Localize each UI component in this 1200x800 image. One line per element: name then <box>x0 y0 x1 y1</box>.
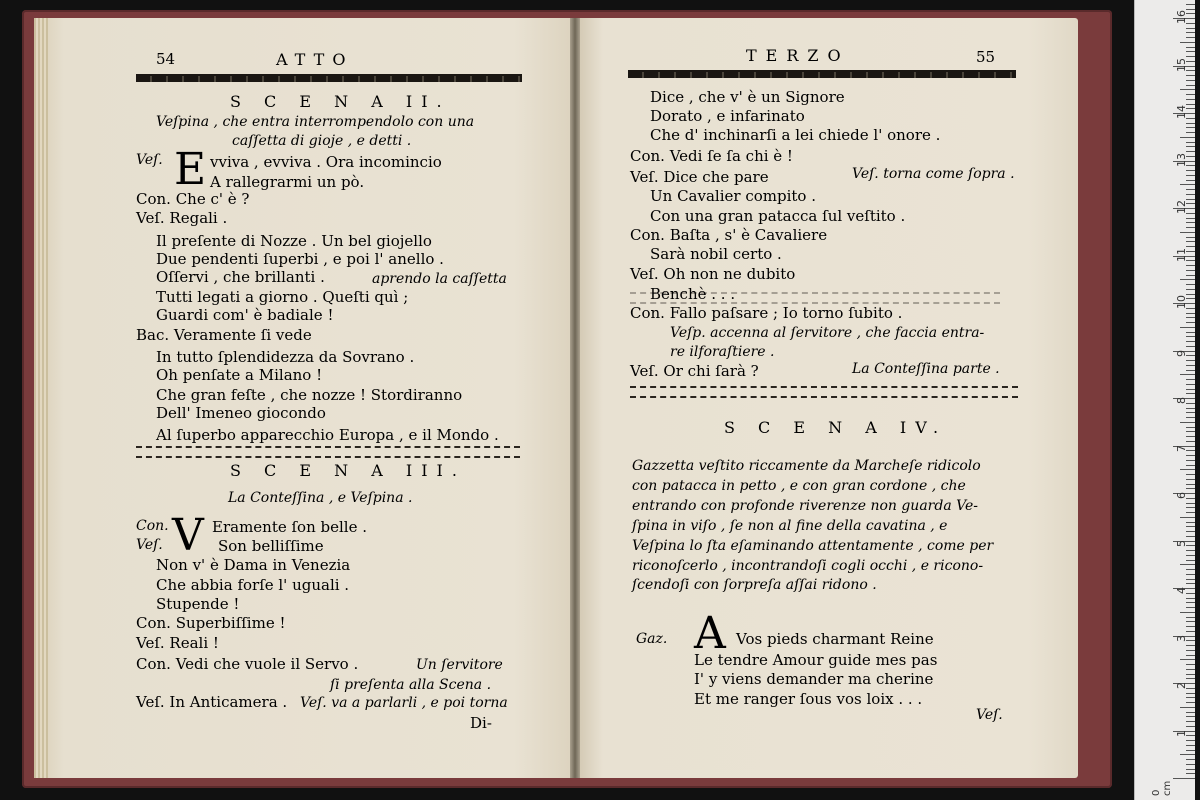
text-line: I' y viens demander ma cherine <box>694 670 934 688</box>
ruler-tick <box>1180 327 1195 328</box>
text-line: Le tendre Amour guide mes pas <box>694 651 938 669</box>
text-line: Eramente ſon belle . <box>212 518 367 536</box>
ruler-tick <box>1180 469 1195 470</box>
text-line: Che abbia forſe l' uguali . <box>156 576 350 594</box>
text-line: Con una gran patacca ſul veſtito . <box>650 207 906 225</box>
ruler-tick <box>1186 170 1195 171</box>
text-line: Il preſente di Nozze . Un bel giojello <box>156 232 432 250</box>
ruler-tick <box>1186 773 1195 774</box>
ruler-tick <box>1186 721 1195 722</box>
ruler-tick <box>1186 716 1195 717</box>
text-line: ſi preſenta alla Scena . <box>330 677 492 693</box>
ruler-tick <box>1186 740 1195 741</box>
ruler-tick <box>1186 617 1195 618</box>
ruler-tick <box>1186 669 1195 670</box>
ruler-tick <box>1186 484 1195 485</box>
ruler-tick <box>1186 56 1195 57</box>
text-line: Con. Baſta , s' è Cavaliere <box>630 226 828 244</box>
ruler-number: 9 <box>1175 349 1188 357</box>
text-line: Vos pieds charmant Reine <box>736 630 934 648</box>
text-line: caſſetta di gioje , e detti . <box>232 133 412 149</box>
ruler-unit-label: 0 cm <box>1151 780 1173 796</box>
ruler-tick <box>1186 28 1195 29</box>
ruler-tick <box>1186 284 1195 285</box>
ruler-tick <box>1186 393 1195 394</box>
ruler-tick <box>1180 754 1195 755</box>
text-line: Con. Vedi che vuole il Servo . <box>136 655 359 673</box>
ruler-tick <box>1186 270 1195 271</box>
ruler-tick <box>1186 94 1195 95</box>
ruler-number: 12 <box>1175 200 1188 214</box>
text-line: Che gran feſte , che nozze ! Stordiranno <box>156 386 463 404</box>
ruler-tick <box>1186 417 1195 418</box>
text-line: Son belliſſime <box>218 537 324 555</box>
text-line: Tutti legati a giorno . Queſti quì ; <box>156 288 409 306</box>
ruler-number: 6 <box>1175 492 1188 499</box>
text-line: Dice , che v' è un Signore <box>650 88 845 106</box>
ruler-tick <box>1186 598 1195 599</box>
ruler-tick <box>1180 564 1195 565</box>
ruler-tick <box>1186 313 1195 314</box>
ruler-tick <box>1186 745 1195 746</box>
text-line: La Conteſſina , e Veſpina . <box>228 490 413 506</box>
text-line: Con. Fallo paſsare ; Io torno ſubito . <box>630 304 903 322</box>
ruler-tick <box>1186 574 1195 575</box>
ruler-tick <box>1186 645 1195 646</box>
ruler-tick <box>1186 37 1195 38</box>
text-line: A rallegrarmi un pò. <box>210 173 365 191</box>
ruler-tick <box>1186 132 1195 133</box>
ruler-tick <box>1186 526 1195 527</box>
ruler-tick <box>1186 750 1195 751</box>
ruler-tick <box>1180 89 1195 90</box>
text-line: Veſ. <box>136 152 163 168</box>
ruler-tick <box>1186 674 1195 675</box>
ruler-tick <box>1186 365 1195 366</box>
text-line: La Conteſſina parte . <box>852 361 1000 377</box>
text-line: ſpina in viſo , ſe non al fine della cavatina , e <box>632 518 948 534</box>
text-line: Veſ. <box>976 707 1003 723</box>
text-line: vviva , evviva . Ora incomincio <box>210 153 442 171</box>
ruler-tick <box>1186 507 1195 508</box>
book-gutter <box>570 18 580 778</box>
ruler-number: 8 <box>1175 397 1188 404</box>
text-line: ſcendoſi con ſorpreſa aſſai ridono . <box>632 577 877 593</box>
ruler-tick <box>1186 427 1195 428</box>
ruler-tick <box>1186 80 1195 81</box>
ruler-tick <box>1186 488 1195 489</box>
text-line: In tutto ſplendidezza da Sovrano . <box>156 348 415 366</box>
ruler-tick <box>1186 346 1195 347</box>
text-line: Con. Vedi ſe ſa chi è ! <box>630 147 793 165</box>
ruler-tick <box>1186 536 1195 537</box>
ruler-tick <box>1186 555 1195 556</box>
ruler-number: 2 <box>1175 682 1188 689</box>
ruler-tick <box>1186 479 1195 480</box>
ruler-tick <box>1186 384 1195 385</box>
ruler-tick <box>1186 99 1195 100</box>
ruler-tick <box>1186 560 1195 561</box>
ruler-tick <box>1186 474 1195 475</box>
ruler-tick <box>1186 583 1195 584</box>
ruler-tick <box>1186 75 1195 76</box>
ruler-number: 5 <box>1175 539 1188 547</box>
measuring-ruler <box>1134 0 1195 800</box>
text-line: Et me ranger ſous vos loix . . . <box>694 690 923 708</box>
ruler-tick <box>1186 455 1195 456</box>
text-line: Veſ. va a parlarli , e poi torna <box>300 695 508 711</box>
text-line: Veſ. Regali . <box>136 209 228 227</box>
text-line: Di- <box>470 714 492 732</box>
ruler-number: 3 <box>1175 634 1188 642</box>
ruler-tick <box>1186 431 1195 432</box>
text-line: S C E N A IV. <box>724 418 948 437</box>
ruler-tick <box>1186 550 1195 551</box>
ruler-tick <box>1186 569 1195 570</box>
ruler-tick <box>1180 707 1195 708</box>
text-line: Veſpina lo ſta eſaminando attentamente , come per <box>632 538 994 554</box>
ruler-tick <box>1186 693 1195 694</box>
ornament-divider <box>136 446 520 458</box>
ruler-tick <box>1186 678 1195 679</box>
text-line: Veſ. torna come ſopra . <box>852 166 1015 182</box>
ruler-number: 13 <box>1175 152 1188 167</box>
ruler-tick <box>1186 146 1195 147</box>
ruler-tick <box>1186 175 1195 176</box>
ruler-tick <box>1186 237 1195 238</box>
ruler-tick <box>1180 659 1195 660</box>
ruler-number: 4 <box>1175 587 1188 594</box>
text-line: Veſ. <box>136 537 163 553</box>
ruler-tick <box>1186 51 1195 52</box>
ruler-tick <box>1186 218 1195 219</box>
ruler-tick <box>1180 517 1195 518</box>
text-line: Veſpina , che entra interrompendolo con una <box>156 114 475 130</box>
ruler-number: 11 <box>1175 247 1188 262</box>
ruler-tick <box>1186 759 1195 760</box>
text-line: Sarà nobil certo . <box>650 245 782 263</box>
text-line: Un Cavalier compito . <box>650 187 816 205</box>
ruler-tick <box>1186 47 1195 48</box>
text-line: Gazzetta veſtito riccamente da Marcheſe ridicolo <box>632 458 981 474</box>
ruler-tick <box>1180 279 1195 280</box>
right-page-number: 55 <box>976 48 996 66</box>
left-running-head: ATTO <box>276 50 354 69</box>
text-line: Veſ. Oh non ne dubito <box>630 265 796 283</box>
ruler-tick <box>1186 85 1195 86</box>
text-line: Che d' inchinarſi a lei chiede l' onore . <box>650 126 941 144</box>
drop-cap: E <box>174 144 207 195</box>
text-line: con patacca in petto , e con gran cordone , che <box>632 478 966 494</box>
ruler-tick <box>1186 127 1195 128</box>
text-line: Gaz. <box>636 631 668 647</box>
ruler-number: 15 <box>1175 57 1188 72</box>
ruler-tick <box>1186 370 1195 371</box>
ruler-tick <box>1186 631 1195 632</box>
ruler-tick <box>1186 180 1195 181</box>
ruler-tick <box>1186 579 1195 580</box>
ruler-tick <box>1186 412 1195 413</box>
text-line: Guardi com' è badiale ! <box>156 306 334 324</box>
ruler-number: 1 <box>1175 729 1188 737</box>
ruler-tick <box>1186 189 1195 190</box>
ruler-tick <box>1186 336 1195 337</box>
text-line: Benchè . . . <box>650 285 736 303</box>
text-line: Veſ. Reali ! <box>136 634 219 652</box>
ruler-tick <box>1186 123 1195 124</box>
text-line: Con. Che c' è ? <box>136 190 250 208</box>
text-line: Due pendenti ſuperbi , e poi l' anello . <box>156 250 444 268</box>
text-line: Veſp. accenna al ſervitore , che faccia entra- <box>670 325 985 341</box>
text-line: entrando con profonde riverenze non guarda Ve- <box>632 498 978 514</box>
ruler-tick <box>1186 503 1195 504</box>
ruler-number: 16 <box>1175 10 1188 24</box>
left-head-rule <box>136 74 522 82</box>
ruler-tick <box>1180 42 1195 43</box>
ruler-tick <box>1186 317 1195 318</box>
ruler-number: 14 <box>1175 105 1188 119</box>
ruler-tick <box>1186 246 1195 247</box>
text-line: Un ſervitore <box>416 657 503 673</box>
ruler-tick <box>1186 332 1195 333</box>
text-line: re ilforaſtiere . <box>670 344 775 360</box>
ruler-tick <box>1186 436 1195 437</box>
ruler-tick <box>1186 465 1195 466</box>
ruler-tick <box>1186 650 1195 651</box>
ruler-tick <box>1186 712 1195 713</box>
ruler-tick <box>1186 322 1195 323</box>
ruler-tick <box>1180 612 1195 613</box>
ruler-tick <box>1186 408 1195 409</box>
ruler-tick <box>1186 655 1195 656</box>
ruler-tick <box>1186 769 1195 770</box>
ruler-tick <box>1180 374 1195 375</box>
right-head-rule <box>628 70 1016 78</box>
ruler-tick <box>1186 626 1195 627</box>
ruler-number: 10 <box>1175 295 1188 309</box>
ruler-tick <box>1180 137 1195 138</box>
text-line: Veſ. Dice che pare <box>630 168 769 186</box>
ruler-tick <box>1186 531 1195 532</box>
ruler-tick <box>1186 460 1195 461</box>
ruler-number: 7 <box>1175 444 1188 452</box>
left-page-number: 54 <box>156 50 176 68</box>
ruler-tick <box>1186 241 1195 242</box>
ruler-tick <box>1186 522 1195 523</box>
ruler-tick <box>1186 151 1195 152</box>
text-line: Al ſuperbo apparecchio Europa , e il Mondo . <box>156 426 499 444</box>
ruler-tick <box>1186 4 1195 5</box>
ruler-tick <box>1186 289 1195 290</box>
text-line: S C E N A II. <box>230 92 451 111</box>
ruler-tick <box>1186 341 1195 342</box>
ruler-tick <box>1186 389 1195 390</box>
ruler-tick <box>1180 184 1195 185</box>
text-line: riconoſcerlo , incontrandoſi cogli occhi , e ricono- <box>632 558 984 574</box>
ruler-tick <box>1186 512 1195 513</box>
text-line: Oſſervi , che brillanti . <box>156 268 325 286</box>
ruler-tick <box>1180 422 1195 423</box>
ornament-divider <box>630 386 1018 398</box>
ruler-tick <box>1186 222 1195 223</box>
text-line: aprendo la caſſetta <box>372 271 507 287</box>
text-line: Oh penſate a Milano ! <box>156 366 323 384</box>
drop-cap: A <box>694 608 726 659</box>
text-line: Con. Superbiſſime ! <box>136 614 286 632</box>
ruler-tick <box>1186 664 1195 665</box>
text-line: Dell' Imeneo giocondo <box>156 404 326 422</box>
text-line: Veſ. Or chi ſarà ? <box>630 362 759 380</box>
text-line: Con. <box>136 518 169 534</box>
text-line: Veſ. In Anticamera . <box>136 693 288 711</box>
ruler-tick <box>1186 32 1195 33</box>
ruler-tick <box>1173 778 1195 779</box>
ruler-tick <box>1186 379 1195 380</box>
text-line: S C E N A III. <box>230 461 466 480</box>
ruler-tick <box>1186 265 1195 266</box>
page-edges <box>34 18 48 778</box>
ruler-tick <box>1186 764 1195 765</box>
text-line: Dorato , e infarinato <box>650 107 805 125</box>
ruler-tick <box>1186 726 1195 727</box>
right-running-head: TERZO <box>746 46 850 65</box>
text-line: Bac. Veramente ſi vede <box>136 326 312 344</box>
ruler-tick <box>1186 697 1195 698</box>
ruler-tick <box>1186 441 1195 442</box>
text-line: Stupende ! <box>156 595 240 613</box>
drop-cap: V <box>172 510 204 561</box>
ruler-tick <box>1186 142 1195 143</box>
ruler-tick <box>1186 602 1195 603</box>
text-line: Non v' è Dama in Venezia <box>156 556 351 574</box>
ruler-tick <box>1186 194 1195 195</box>
ruler-tick <box>1186 360 1195 361</box>
ruler-tick <box>1180 232 1195 233</box>
ruler-tick <box>1186 621 1195 622</box>
ruler-tick <box>1186 227 1195 228</box>
ruler-tick <box>1186 607 1195 608</box>
ruler-tick <box>1186 275 1195 276</box>
ruler-tick <box>1186 702 1195 703</box>
